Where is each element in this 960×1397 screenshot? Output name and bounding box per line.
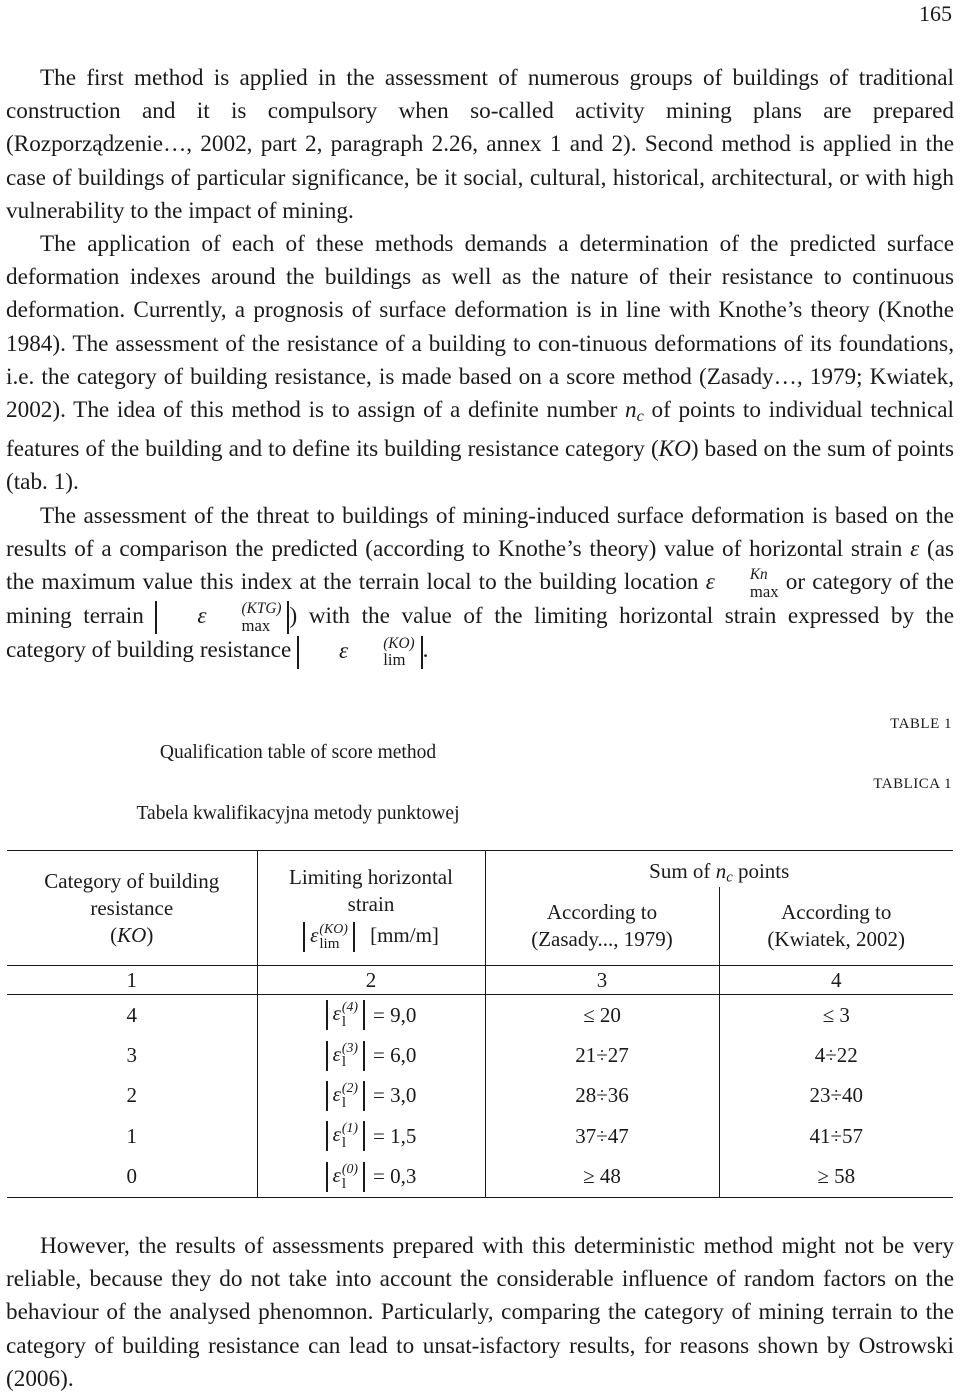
cell-kwiatek: 41÷57 [719,1116,953,1156]
symbol-ko: KO [658,436,691,463]
header-sum-b: points [737,859,790,884]
header-category [7,851,257,966]
epsilon-ko-subscript: lim [383,649,406,669]
paragraph-3-part-c: or category of the mining terrain [6,569,955,630]
cell-epsilon-subscript: l [341,1014,347,1031]
cell-strain-abs [326,1162,365,1192]
cell-category: 4 [126,1002,137,1027]
epsilon-ktg-abs [155,601,289,634]
symbol-epsilon: ε [910,535,920,562]
epsilon-kn-indices [716,567,779,600]
header-strain-line3 [258,922,485,952]
header-sum-a: Sum of [649,859,711,884]
cell-epsilon-superscript: (4) [341,999,359,1015]
cell-strain [257,1076,485,1116]
cell-epsilon-subscript: l [341,1175,347,1192]
epsilon-ktg-superscript: (KTG) [241,600,282,618]
table-label-pl: TABLICA 1 [873,776,952,792]
table-row [7,1116,953,1156]
column-number-3: 3 [485,966,719,995]
cell-epsilon-indices [342,1000,358,1030]
cell-epsilon-subscript: l [341,1054,347,1071]
header-category-line2: resistance [90,895,174,920]
cell-zasady: ≤ 20 [485,995,719,1036]
epsilon-ko-indices [349,636,414,669]
symbol-epsilon-ktg: ε [197,603,207,630]
cell-strain-value: = 3,0 [373,1083,417,1108]
paragraph-4: However, the results of assessments prepared with this deterministic method might not be very reliable, because they do not take into account the considerable influence of random factors on the behaviour of the analysed phenomnon. Particularly, comparing the category of mining terrain to the category of building resistance can lead to unsat-isfactory results, for reasons shown by Ostrowski (2006). [6,1233,954,1392]
cell-epsilon: ε [332,1041,341,1066]
paragraph-3 [6,500,954,669]
epsilon-ko-superscript: (KO) [383,634,415,652]
cell-zasady: 37÷47 [485,1116,719,1156]
cell-category: 1 [126,1123,137,1148]
table-caption-en: Qualification table of score method [159,742,437,763]
cell-epsilon: ε [332,1001,341,1026]
page-number: 165 [919,1,952,26]
header-kwiatek [719,887,953,966]
header-category-line1: Category of building [44,868,220,893]
paragraph-2-part-a: The application of each of these methods demands a determination of the predicted surface deformation indexes around the buildings as well as the nature of their resistance to continuous deformation. Currently, a prognosis of surface deformation is in line with Knothe’s theory (Knothe 1984). The assessment of the resistance of a building to con-tinuous deformations of its foundations, i.e. the category of building resistance, is made based on a score method (Zasady…, 1979; Kwiatek, 2002). The idea of this method is to assign of a definite number [6,231,954,424]
cell-strain-value: = 6,0 [373,1043,417,1068]
table-row [7,995,953,1036]
header-kwiatek-line2: (Kwiatek, 2002) [767,927,906,951]
table-row [7,1076,953,1116]
header-epsilon-superscript: (KO) [319,921,348,937]
paragraph-3-part-d: ) with the value of the limiting horizontal strain expressed by the category of building resistance [6,603,954,664]
header-strain-unit: [mm/m] [370,922,439,947]
body-text-bottom [6,1230,954,1396]
header-epsilon-indices [319,922,347,952]
header-zasady-line2: (Zasady..., 1979) [531,927,673,951]
header-ko-symbol: KO [117,922,147,947]
table-caption-pl: Tabela kwalifikacyjna metody punktowej [136,803,460,824]
header-strain-abs [303,922,355,952]
cell-epsilon-superscript: (1) [341,1120,359,1136]
cell-strain [257,1035,485,1075]
paren-close: ) [146,922,154,947]
table-header-row [7,851,953,888]
table-row [7,1035,953,1075]
cell-epsilon: ε [332,1122,341,1147]
header-strain-line1: Limiting horizontal [289,864,453,889]
paragraph-2 [6,228,954,500]
header-sum-c: c [726,870,733,886]
cell-epsilon: ε [332,1081,341,1106]
epsilon-ktg-indices [208,601,282,634]
cell-strain-value: = 0,3 [373,1164,417,1189]
cell-strain-abs [326,1121,365,1151]
cell-category: 2 [126,1083,137,1108]
header-kwiatek-line1: According to [781,900,892,924]
paragraph-1: The first method is applied in the assessment of numerous groups of buildings of traditional construction and it is compulsory when so-called activity mining plans are prepared (Rozporządzenie…, 2002, part 2, paragraph 2.26, annex 1 and 2). Second method is applied in the case of buildings of particular significance, be it social, cultural, historical, architectural, or with high vulnerability to the impact of mining. [6,65,954,224]
cell-zasady: 21÷27 [485,1035,719,1075]
paren-open: ( [110,922,118,947]
cell-kwiatek: 4÷22 [719,1035,953,1075]
cell-category: 0 [7,1157,257,1198]
epsilon-ktg-subscript: max [241,615,271,635]
cell-strain-value: = 9,0 [373,1002,417,1027]
cell-epsilon-indices [342,1041,358,1071]
paragraph-2-part-c: ) based on the sum of points (tab. 1). [6,436,954,496]
cell-epsilon: ε [332,1162,341,1187]
symbol-epsilon-ko: ε [339,637,349,664]
cell-epsilon-indices [342,1081,358,1111]
header-zasady [485,887,719,966]
symbol-epsilon-kn: ε [705,569,715,596]
epsilon-ko-abs [297,636,423,669]
cell-epsilon-indices [342,1162,358,1192]
qualification-table [7,850,953,1198]
cell-epsilon-superscript: (3) [341,1039,359,1055]
header-strain-line2: strain [347,891,395,916]
column-number-row [7,966,953,995]
cell-kwiatek: 23÷40 [719,1076,953,1116]
cell-strain [257,1157,485,1198]
column-number-2: 2 [257,966,485,995]
cell-strain-abs [326,1000,365,1030]
epsilon-kn-superscript: Kn [749,566,768,584]
cell-kwiatek: ≤ 3 [719,995,953,1036]
body-text-top [6,62,954,669]
header-sum-n: n [715,859,727,884]
cell-zasady: ≥ 48 [485,1157,719,1198]
header-epsilon: ε [310,922,319,947]
cell-strain-abs [326,1041,365,1071]
cell-strain [257,1116,485,1156]
column-number-1: 1 [7,966,257,995]
cell-epsilon-superscript: (2) [341,1079,359,1095]
cell-strain-abs [326,1081,365,1111]
header-category-line3 [7,922,257,949]
cell-zasady: 28÷36 [485,1076,719,1116]
header-sum-of-points [485,851,953,888]
cell-strain [257,995,485,1036]
header-limiting-strain [257,851,485,966]
cell-epsilon-subscript: l [341,1135,347,1152]
paragraph-2-part-b: of points to individual technical features of the building and to define its building resistance category ( [6,397,955,463]
paragraph-3-part-b: (as the maximum value this index at the terrain local to the building location [6,535,955,596]
table-row [7,1157,953,1198]
table-label-en: TABLE 1 [890,716,952,732]
column-number-4: 4 [719,966,953,995]
cell-category: 3 [126,1043,137,1068]
paragraph-3-part-a: The assessment of the threat to buildings of mining-induced surface deformation is based on the results of a comparison the predicted (according to Knothe’s theory) value of horizontal strain [6,502,954,562]
cell-epsilon-indices [342,1121,358,1151]
symbol-n-subscript: c [636,407,644,426]
epsilon-kn-subscript: max [749,581,779,601]
header-epsilon-subscript: lim [319,935,340,952]
cell-epsilon-subscript: l [341,1094,347,1111]
symbol-n: n [625,397,637,424]
paragraph-3-part-e: . [422,637,429,664]
cell-kwiatek: ≥ 58 [719,1157,953,1198]
cell-epsilon-superscript: (0) [341,1160,359,1176]
cell-strain-value: = 1,5 [373,1123,417,1148]
header-zasady-line1: According to [546,900,658,924]
